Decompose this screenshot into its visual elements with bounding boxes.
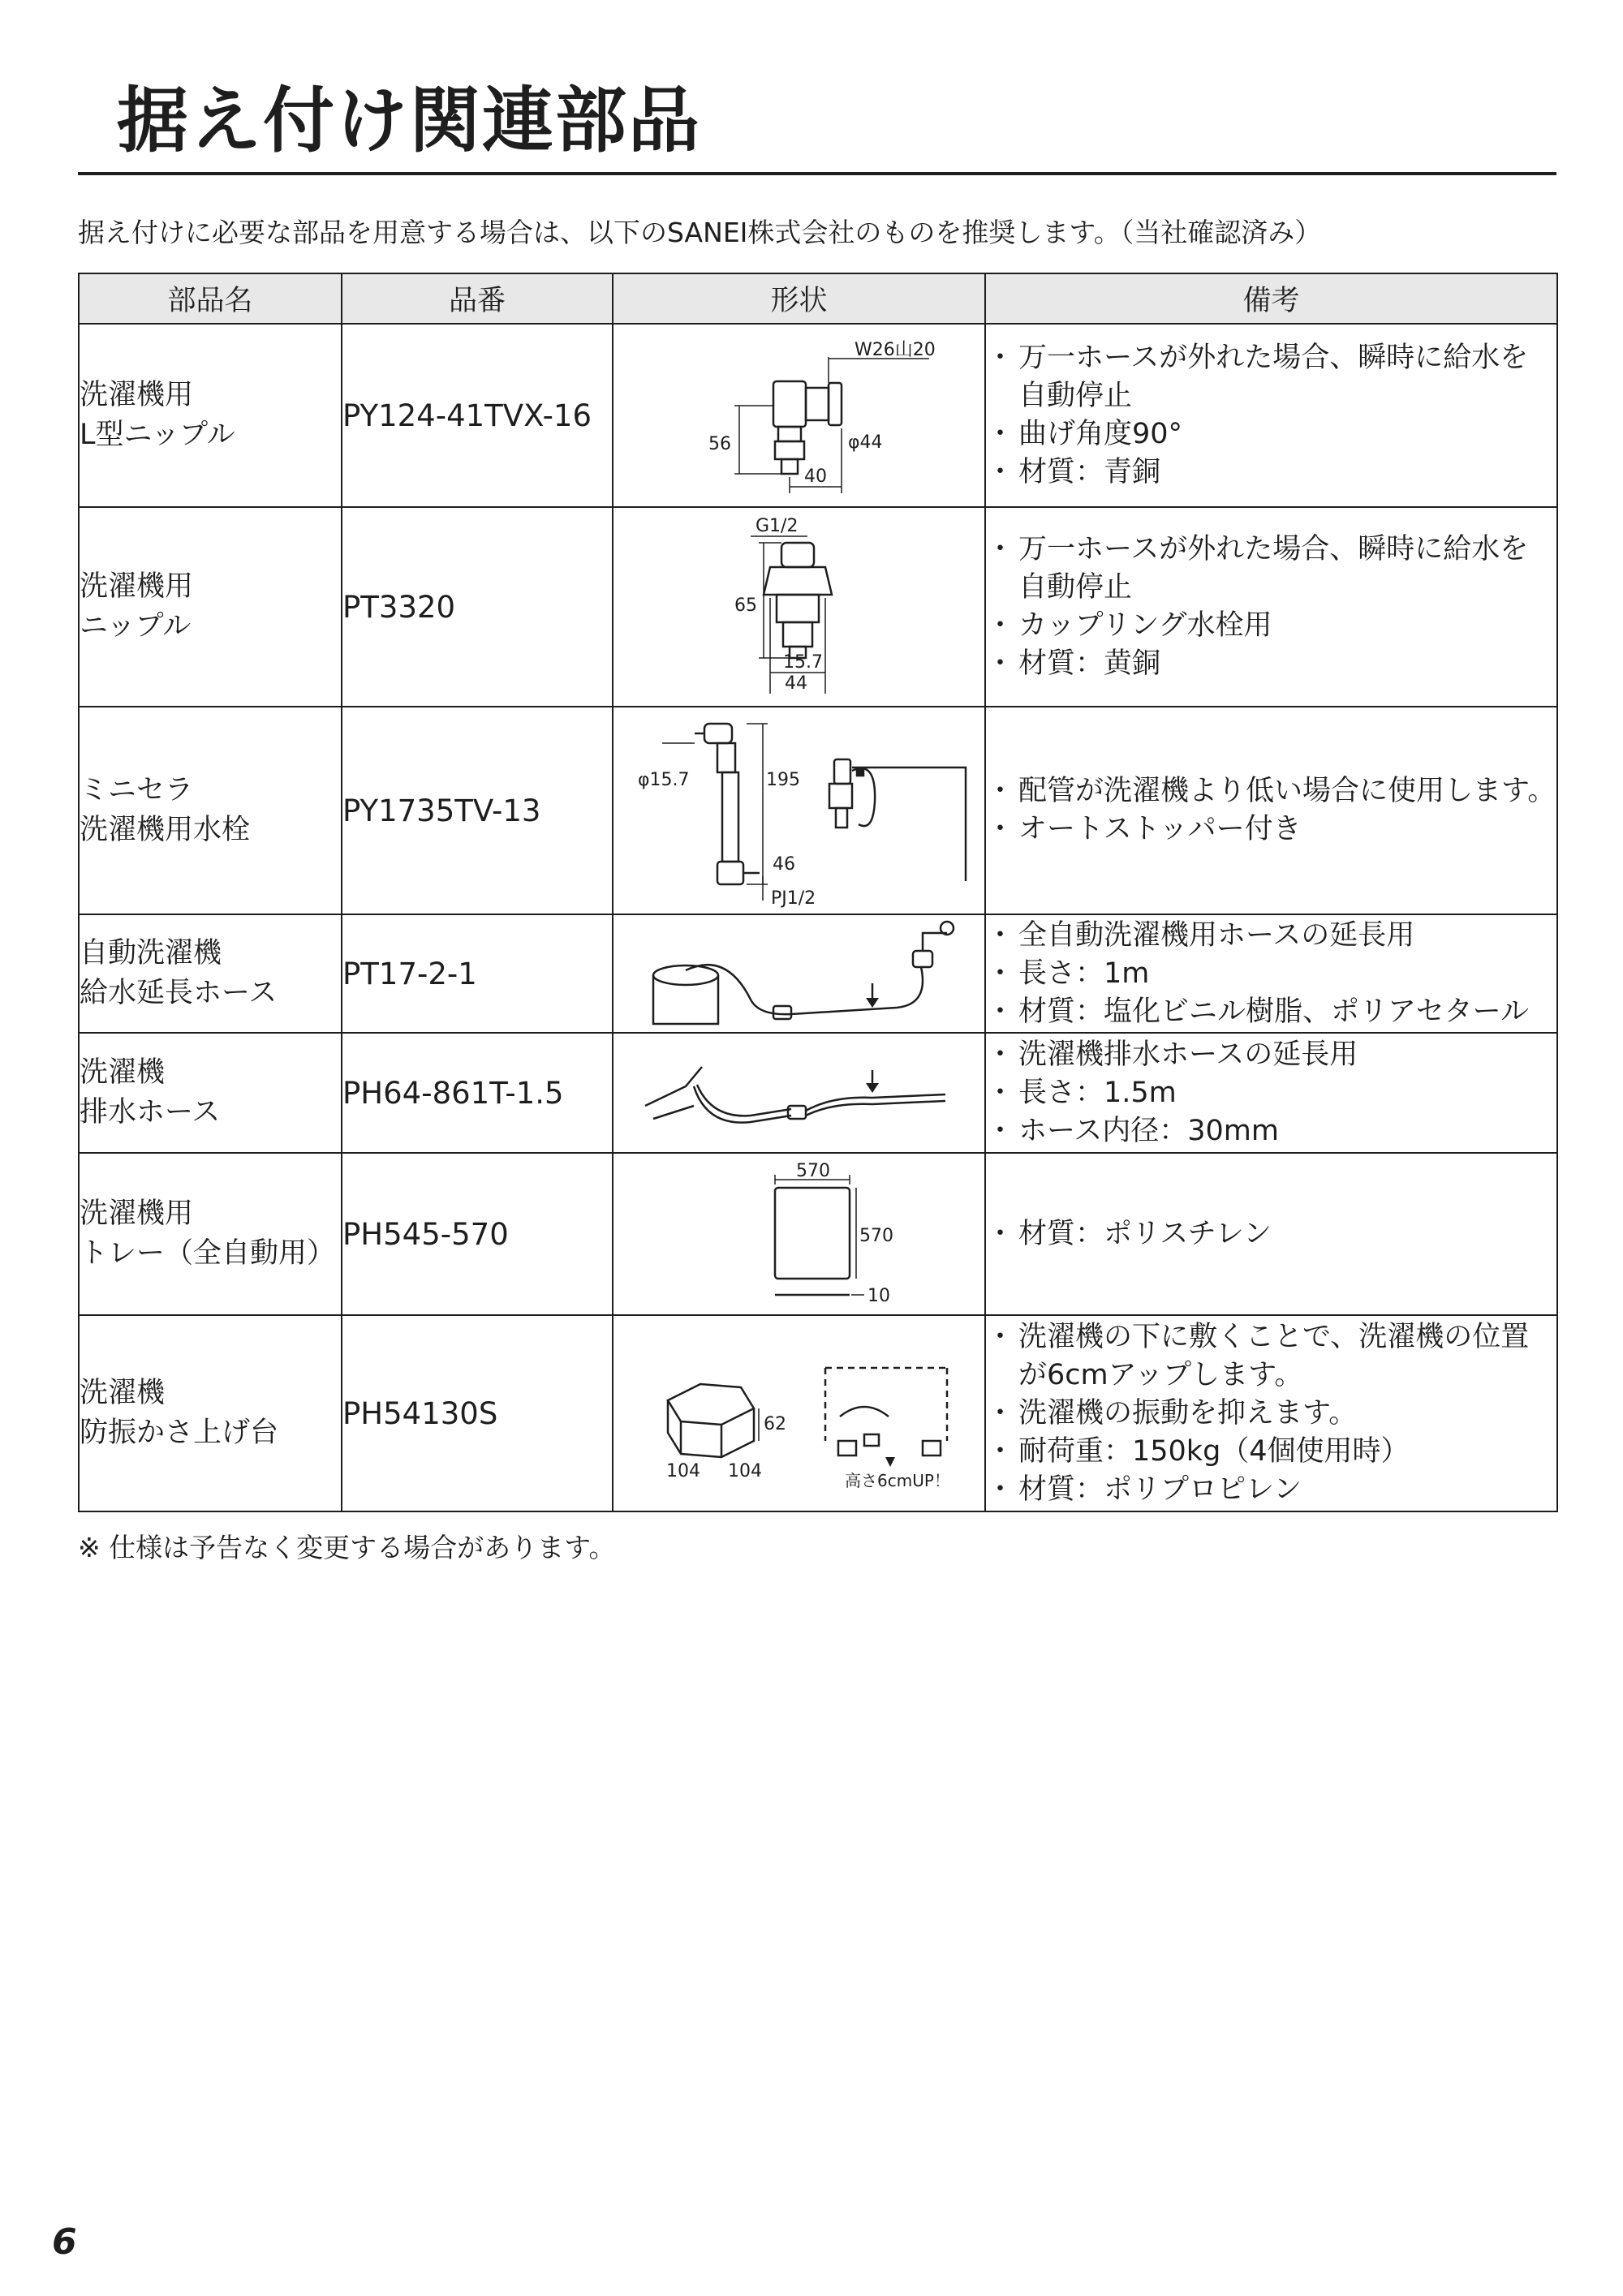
dim-label: 46 [772,854,795,875]
part-name-cell [79,914,342,1033]
remarks-cell [985,1033,1557,1153]
remark-item: ・ 万一ホースが外れた場合、瞬時に給水を自動停止 [986,531,1556,607]
drain-hose-diagram [629,1038,970,1148]
shape-cell [613,507,985,707]
table-row [79,507,1557,707]
shape-cell [613,324,985,507]
remark-item: ・ 洗濯機の下に敷くことで、洗濯機の位置が6cmアップします。 [986,1318,1556,1395]
shape-cell [613,1153,985,1315]
dim-label: 44 [784,673,807,694]
part-name-line: ニップル [80,610,192,643]
part-name-line: トレー（全自動用） [80,1237,336,1270]
remark-item: ・ 洗濯機の振動を抑えます。 [986,1395,1556,1433]
dim-label: 15.7 [782,652,823,673]
part-name-line: 洗濯機用 [80,1197,194,1230]
supply-hose-diagram [629,918,970,1029]
dim-label: 40 [803,467,827,487]
part-name-line: 洗濯機 [80,1056,166,1089]
remark-item: ・ 洗濯機排水ホースの延長用 [986,1036,1556,1074]
table-row [79,1153,1557,1315]
remarks-cell [985,324,1557,507]
l-nipple-diagram [637,334,962,497]
shape-cell [613,1033,985,1153]
part-name-cell [79,1315,342,1511]
dim-label: W26山20 [854,340,936,360]
remark-item: ・ オートストッパー付き [986,810,1556,849]
parts-table [78,273,1558,1512]
table-header-row [79,273,1557,324]
part-name-cell [79,1153,342,1315]
remarks-cell [985,707,1557,914]
dim-label: 高さ6cmUP！ [844,1471,950,1490]
part-number: PY1735TV-13 [342,707,613,914]
tray-diagram [637,1157,962,1311]
part-name-line: 給水延長ホース [80,977,278,1009]
part-name-cell [79,324,342,507]
remarks-cell [985,1153,1557,1315]
remark-item: ・ ホース内径：30mm [986,1112,1556,1150]
part-name-line: 洗濯機用水栓 [80,814,251,846]
dim-label: G1/2 [755,516,798,536]
remarks-cell [985,1315,1557,1511]
remark-item: ・ 配管が洗濯機より低い場合に使用します。 [986,772,1556,810]
remark-item: ・ 材質：塩化ビニル樹脂、ポリアセタール [986,993,1556,1031]
part-name-line: 防振かさ上げ台 [80,1417,279,1449]
remark-item: ・ 材質：ポリプロピレン [986,1471,1556,1509]
dim-label: 104 [665,1461,700,1481]
dim-label: 570 [795,1161,830,1181]
footnote: ※ 仕様は予告なく変更する場合があります。 [78,1532,616,1563]
part-number: PH54130S [342,1315,613,1511]
header-part-name: 部品名 [79,273,342,324]
part-number: PT3320 [342,507,613,707]
dim-label: PJ1/2 [770,888,816,909]
remark-item: ・ 万一ホースが外れた場合、瞬時に給水を自動停止 [986,339,1556,415]
part-name-line: 洗濯機用 [80,570,194,603]
intro-text: 据え付けに必要な部品を用意する場合は、以下のSANEI株式会社のものを推奨します。（当社確認済み） [78,217,1322,248]
table-row [79,1033,1557,1153]
dim-label: 570 [859,1226,893,1246]
remark-item: ・ 耐荷重：150kg（4個使用時） [986,1433,1556,1471]
table-row [79,914,1557,1033]
part-name-cell [79,1033,342,1153]
remark-item: ・ カップリング水栓用 [986,607,1556,645]
remark-item: ・ 全自動洗濯機用ホースの延長用 [986,917,1556,955]
dim-label: 65 [734,595,757,616]
part-name-cell [79,707,342,914]
shape-cell [613,914,985,1033]
title-divider [78,172,1556,175]
remarks-cell [985,507,1557,707]
header-part-number: 品番 [342,273,613,324]
shape-cell [613,707,985,914]
part-name-line: L型ニップル [80,419,235,451]
remarks-cell [985,914,1557,1033]
remark-item: ・ 長さ：1.5m [986,1074,1556,1112]
faucet-diagram [617,711,982,910]
dim-label: φ44 [847,432,883,453]
remark-item: ・ 材質：ポリスチレン [986,1215,1556,1253]
remark-item: ・ 材質：青銅 [986,454,1556,492]
nipple-diagram [637,514,962,700]
remark-item: ・ 曲げ角度90° [986,415,1556,454]
part-name-line: 洗濯機 [80,1377,166,1409]
dim-label: φ15.7 [637,770,689,790]
header-shape: 形状 [613,273,985,324]
dim-label: 56 [708,434,731,454]
dim-label: 104 [727,1461,762,1481]
part-name-line: 洗濯機用 [80,379,194,411]
remark-item: ・ 長さ：1m [986,955,1556,993]
table-row [79,324,1557,507]
dim-label: 62 [763,1414,786,1434]
part-number: PH64-861T-1.5 [342,1033,613,1153]
part-name-cell [79,507,342,707]
table-row [79,707,1557,914]
remark-item: ・ 材質：黄銅 [986,645,1556,683]
table-row [79,1315,1557,1511]
page-title: 据え付け関連部品 [117,79,702,162]
part-number: PT17-2-1 [342,914,613,1033]
dim-label: 10 [867,1286,890,1306]
page-number: 6 [52,2221,77,2263]
header-remarks: 備考 [985,273,1557,324]
part-number: PY124-41TVX-16 [342,324,613,507]
part-name-line: 自動洗濯機 [80,937,222,970]
part-name-line: 排水ホース [80,1096,221,1129]
dim-label: 195 [765,770,800,790]
riser-diagram [621,1319,978,1507]
part-number: PH545-570 [342,1153,613,1315]
part-name-line: ミニセラ [80,774,194,806]
shape-cell [613,1315,985,1511]
